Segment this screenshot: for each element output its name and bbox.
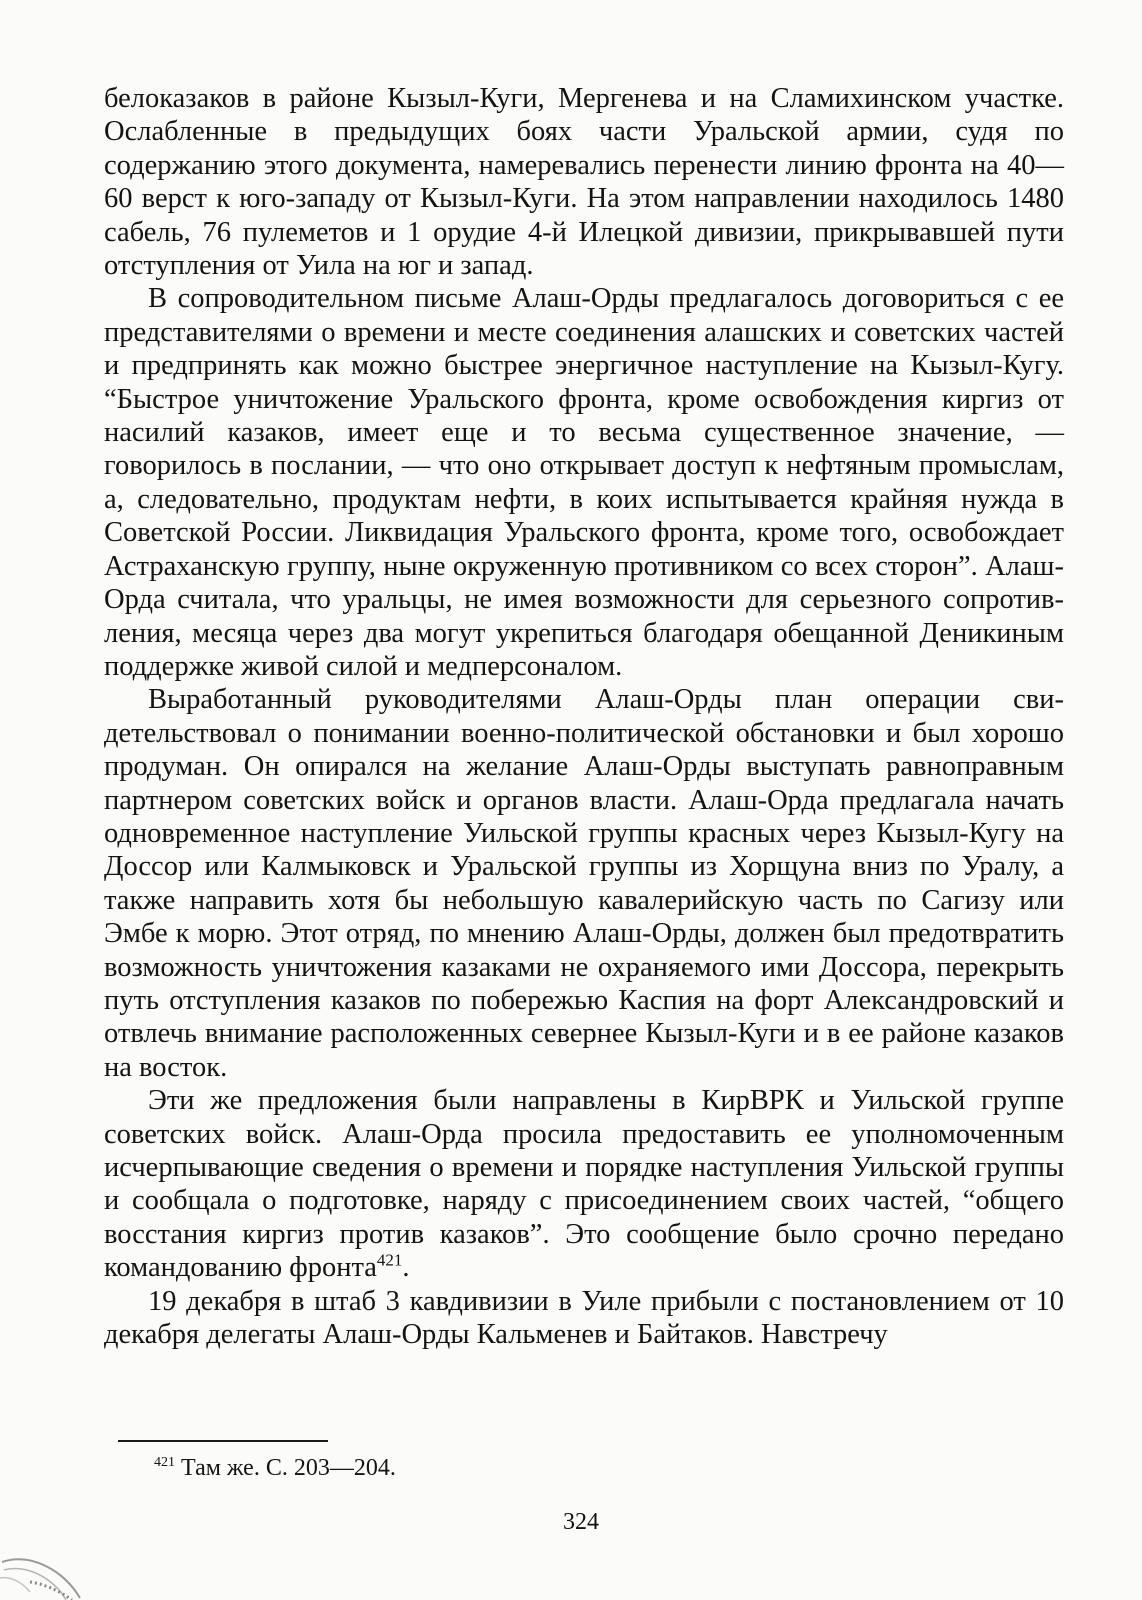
paragraph-1: белоказаков в районе Кызыл-Куги, Мергенева и на Сламихинском участке. Ослабленные в предыдущих боях части Уральской армии, судя по содержанию этого документа, намеревались перенести линию фронта на 40—60 верст к юго-западу от Кызыл-Куги. На этом направлении находилось 1480 сабель, 76 пулеметов и 1 орудие 4-й Илецкой дивизии, прикрывавшей пути отступления от Уила на юг и запад. [104,83,1064,282]
footnote-reference: 421 [376,1250,403,1270]
paragraph-3: Выработанный руководителями Алаш-Орды план операции свидетельствовал о понимании военно-политической обстановки и был хорошо продуман. Он опирался на желание Алаш-Орды выступать равноправным партнером советских войск и органов власти. Алаш-Орда предлагала начать одновременное наступление Уильской группы красных через Кызыл-Кугу на Доссор или Калмыковск и Уральской группы из Хорщуна вниз по Уралу, а также направить хотя бы небольшую кавалерийскую часть по Сагизу или Эмбе к морю. Этот отряд, по мнению Алаш-Орды, должен был предотвратить возможность уничтожения казаками не охраняемого ими Доссора, перекрыть путь отступления казаков по побережью Каспия на форт Александровский и отвлечь внимание расположенных севернее Кызыл-Куги и в ее районе казаков на восток. [104,684,1064,1083]
body-text [104,82,1064,1351]
footnote-divider [118,1440,328,1442]
paragraph-4-text: Эти же предложения были направлены в КирВРК и Уильской группе советских войск. Алаш-Орда просила предоставить ее уполномоченным исчерпывающие сведения о времени и порядке наступления Уильской группы и сообщала о подготовке, наряду с присоединением своих частей, “общего восстания киргиз против казаков”. Это сообщение было срочно передано командованию фронта [104,1085,1064,1284]
footnote-number: 421 [154,1455,175,1470]
paragraph-2: В сопроводительном письме Алаш-Орды предлагалось договориться с ее представителями о времени и месте соединения алашских и советских частей и предпринять как можно быстрее энергичное наступление на Кызыл-Кугу. “Быстрое уничтожение Уральского фронта, кроме освобождения киргиз от насилий казаков, имеет еще и то весьма существенное значение, — говорилось в послании, — что оно открывает доступ к нефтяным промыслам, а, следовательно, продуктам нефти, в коих испытывается крайняя нужда в Советской России. Ликвидация Уральского фронта, кроме того, освобождает Астраханскую группу, ныне окруженную противником со всех сторон”. Алаш-Орда считала, что уральцы, не имея возможности для серьезного сопротивления, месяца через два могут укрепиться благодаря обещанной Деникиным поддержке живой силой и медперсоналом. [104,283,1064,682]
scan-smudge-mark [0,1532,100,1600]
footnote [154,1454,396,1482]
paragraph-5: 19 декабря в штаб 3 кавдивизии в Уиле прибыли с постановлением от 10 декабря делегаты Алаш-Орды Кальменев и Байтаков. Навстречу [104,1285,1064,1351]
paragraph-4: Эти же предложения были направлены в КирВРК и Уильской группе советских войск. Алаш-Орда просила предоставить ее уполномоченным исчерпывающие сведения о времени и порядке наступления Уильской группы и сообщала о подготовке, наряду с присоединением своих частей, “общего восстания киргиз против казаков”. Это сообщение было срочно передано командованию фронта$^{421}$. [104,1085,1064,1284]
footnote-text: Там же. С. 203—204. [181,1455,396,1481]
page-number: 324 [563,1509,599,1535]
